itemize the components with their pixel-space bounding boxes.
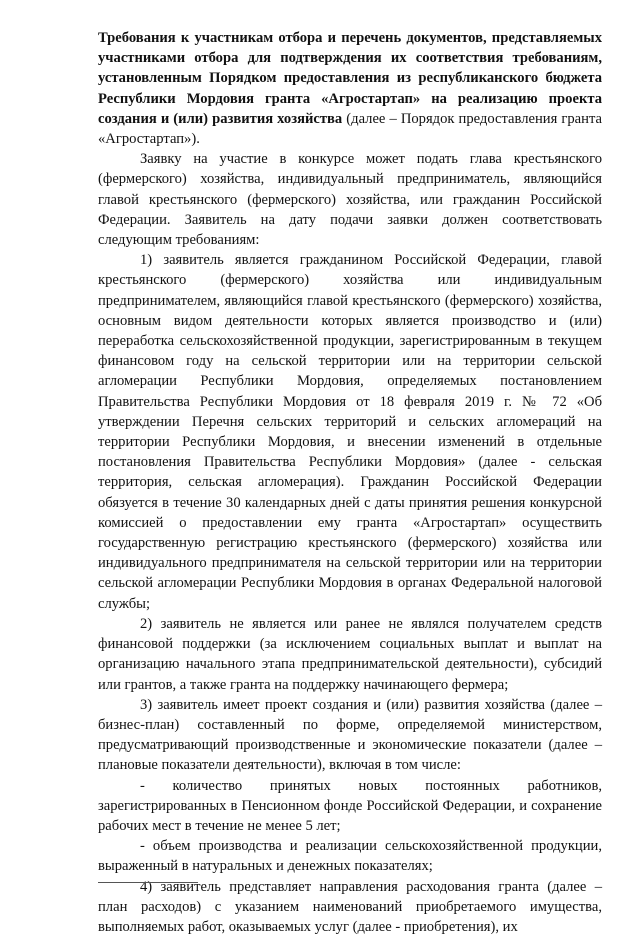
- paragraph-requirement-2: 2) заявитель не является или ранее не являлся получателем средств финансовой поддержки (за исключением социальных выплат и выплат на организацию начального этапа предпринимательской деятельности), субсидий или грантов, а также гранта на поддержку начинающего фермера;: [98, 615, 602, 693]
- paragraph-requirement-3: 3) заявитель имеет проект создания и (или) развития хозяйства (далее – бизнес-план) составленный по форме, определяемой министерством, предусматривающий производственные и экономические показатели (далее – плановые показатели деятельности), включая в том числе:: [98, 696, 602, 774]
- paragraph-indicator-workers: - количество принятых новых постоянных работников, зарегистрированных в Пенсионном фонде Российской Федерации, и сохранение рабочих мест в течение не менее 5 лет;: [98, 777, 602, 834]
- paragraph-indicator-production: - объем производства и реализации сельскохозяйственной продукции, выраженный в натуральных и денежных показателях;: [98, 838, 602, 875]
- document-title: [98, 28, 602, 149]
- document-page: [98, 28, 602, 937]
- paragraph-requirement-4: 4) заявитель представляет направления расходования гранта (далее – план расходов) с указанием наименований приобретаемого имущества, выполняемых работ, оказываемых услуг (далее - приобретения), их: [98, 878, 602, 935]
- paragraph-intro: Заявку на участие в конкурсе может подать глава крестьянского (фермерского) хозяйства, индивидуальный предприниматель, являющийся главой крестьянского (фермерского) хозяйства, или гражданин Российской Федерации. Заявитель на дату подачи заявки должен соответствовать следующим требованиям:: [98, 151, 602, 249]
- paragraph-requirement-1: 1) заявитель является гражданином Российской Федерации, главой крестьянского (фермерского) хозяйства или индивидуальным предпринимателем, являющийся главой крестьянского (фермерского) хозяйства, основным видом деятельности которых является производство и (или) переработка сельскохозяйственной продукции, зарегистрированным в текущем финансовом году на сельской территории или на территории сельской агломерации Республики Мордовия, определяемых постановлением Правительства Республики Мордовия от 18 февраля 2019 г. № 72 «Об утверждении Перечня сельских территорий и сельских агломераций на территории Республики Мордовия, и внесении изменений в отдельные постановления Правительства Республики Мордовия» (далее - сельская территория, сельская агломерация). Гражданин Российской Федерации обязуется в течение 30 календарных дней с даты принятия решения конкурсной комиссией о предоставлении ему гранта «Агростартап» осуществить государственную регистрацию крестьянского (фермерского) хозяйства или индивидуального предпринимателя на сельской территории или на территории сельской агломерации Республики Мордовия в органах Федеральной налоговой службы;: [98, 252, 602, 612]
- footnote-separator: [98, 882, 198, 883]
- document-title-bold: Требования к участникам отбора и перечень документов, представляемых участниками отбора для подтверждения их соответствия требованиям, установленным Порядком предоставления из республиканского бюджета Республики Мордовия гранта «Агростартап» на реализацию проекта создания и (или) развития хозяйства: [98, 30, 602, 127]
- document-title-normal: (далее – Порядок предоставления гранта «Агростартап»).: [98, 110, 602, 148]
